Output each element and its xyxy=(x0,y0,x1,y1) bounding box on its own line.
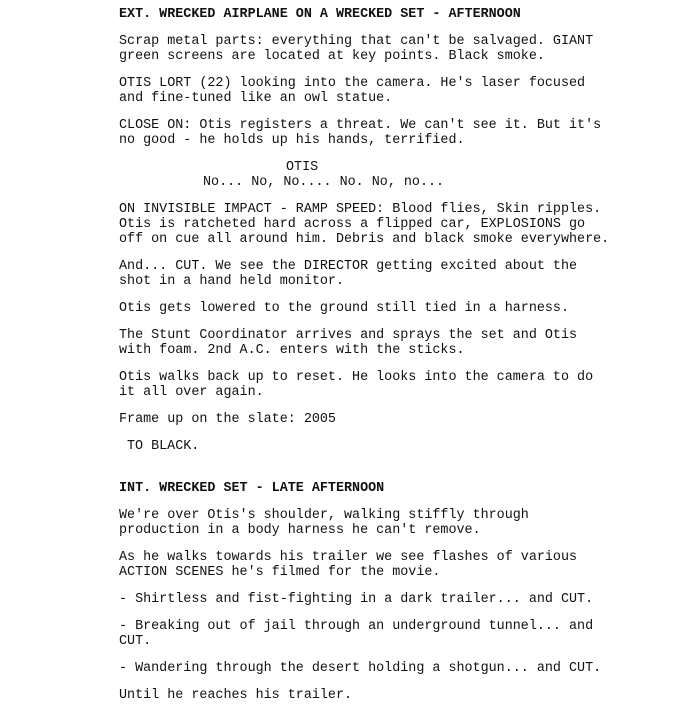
character-name: OTIS xyxy=(286,160,319,175)
scene-heading-text: INT. WRECKED SET - LATE AFTERNOON xyxy=(119,481,385,496)
action-line: green screens are located at key points. Black smoke. xyxy=(119,49,545,64)
action-line: - Breaking out of jail through an underground tunnel... and xyxy=(119,619,594,634)
dialogue-line: No... No, No.... No. No, no... xyxy=(203,175,445,190)
action-line: OTIS LORT (22) looking into the camera. He's laser focused xyxy=(119,76,586,91)
action-block xyxy=(119,661,679,676)
action-line: - Shirtless and fist-fighting in a dark trailer... and CUT. xyxy=(119,592,594,607)
scene-heading-1 xyxy=(119,7,679,22)
action-block xyxy=(119,370,679,400)
action-block xyxy=(119,550,679,580)
action-line: We're over Otis's shoulder, walking stiffly through xyxy=(119,508,529,523)
action-line: CUT. xyxy=(119,634,152,649)
action-block xyxy=(119,619,679,649)
scene-heading-2 xyxy=(119,481,679,496)
transition-text: TO BLACK. xyxy=(127,439,200,454)
action-line: and fine-tuned like an owl statue. xyxy=(119,91,393,106)
action-line: The Stunt Coordinator arrives and sprays the set and Otis xyxy=(119,328,578,343)
action-line: Otis is ratcheted hard across a flipped car, EXPLOSIONS go xyxy=(119,217,586,232)
action-block xyxy=(119,76,679,106)
transition-block xyxy=(119,439,679,454)
action-line: it all over again. xyxy=(119,385,264,400)
dialogue-block xyxy=(119,160,679,190)
action-block xyxy=(119,412,679,427)
action-line: As he walks towards his trailer we see flashes of various xyxy=(119,550,578,565)
action-line: Frame up on the slate: 2005 xyxy=(119,412,336,427)
action-line: production in a body harness he can't remove. xyxy=(119,523,481,538)
action-block xyxy=(119,328,679,358)
action-block xyxy=(119,301,679,316)
action-block xyxy=(119,118,679,148)
action-line: ON INVISIBLE IMPACT - RAMP SPEED: Blood flies, Skin ripples. xyxy=(119,202,602,217)
action-line: ACTION SCENES he's filmed for the movie. xyxy=(119,565,441,580)
action-line: Until he reaches his trailer. xyxy=(119,688,353,703)
action-block xyxy=(119,508,679,538)
action-block xyxy=(119,259,679,289)
scene-heading-text: EXT. WRECKED AIRPLANE ON A WRECKED SET - AFTERNOON xyxy=(119,7,521,22)
action-line: - Wandering through the desert holding a shotgun... and CUT. xyxy=(119,661,602,676)
action-block xyxy=(119,202,679,247)
action-line: off on cue all around him. Debris and black smoke everywhere. xyxy=(119,232,610,247)
action-line: CLOSE ON: Otis registers a threat. We can't see it. But it's xyxy=(119,118,602,133)
action-block xyxy=(119,688,679,703)
action-block xyxy=(119,592,679,607)
action-line: Otis walks back up to reset. He looks into the camera to do xyxy=(119,370,594,385)
action-line: no good - he holds up his hands, terrified. xyxy=(119,133,465,148)
action-line: Otis gets lowered to the ground still tied in a harness. xyxy=(119,301,569,316)
action-line: shot in a hand held monitor. xyxy=(119,274,344,289)
action-line: with foam. 2nd A.C. enters with the sticks. xyxy=(119,343,465,358)
action-block xyxy=(119,34,679,64)
screenplay-page xyxy=(119,7,679,715)
action-line: And... CUT. We see the DIRECTOR getting excited about the xyxy=(119,259,578,274)
action-line: Scrap metal parts: everything that can't be salvaged. GIANT xyxy=(119,34,594,49)
